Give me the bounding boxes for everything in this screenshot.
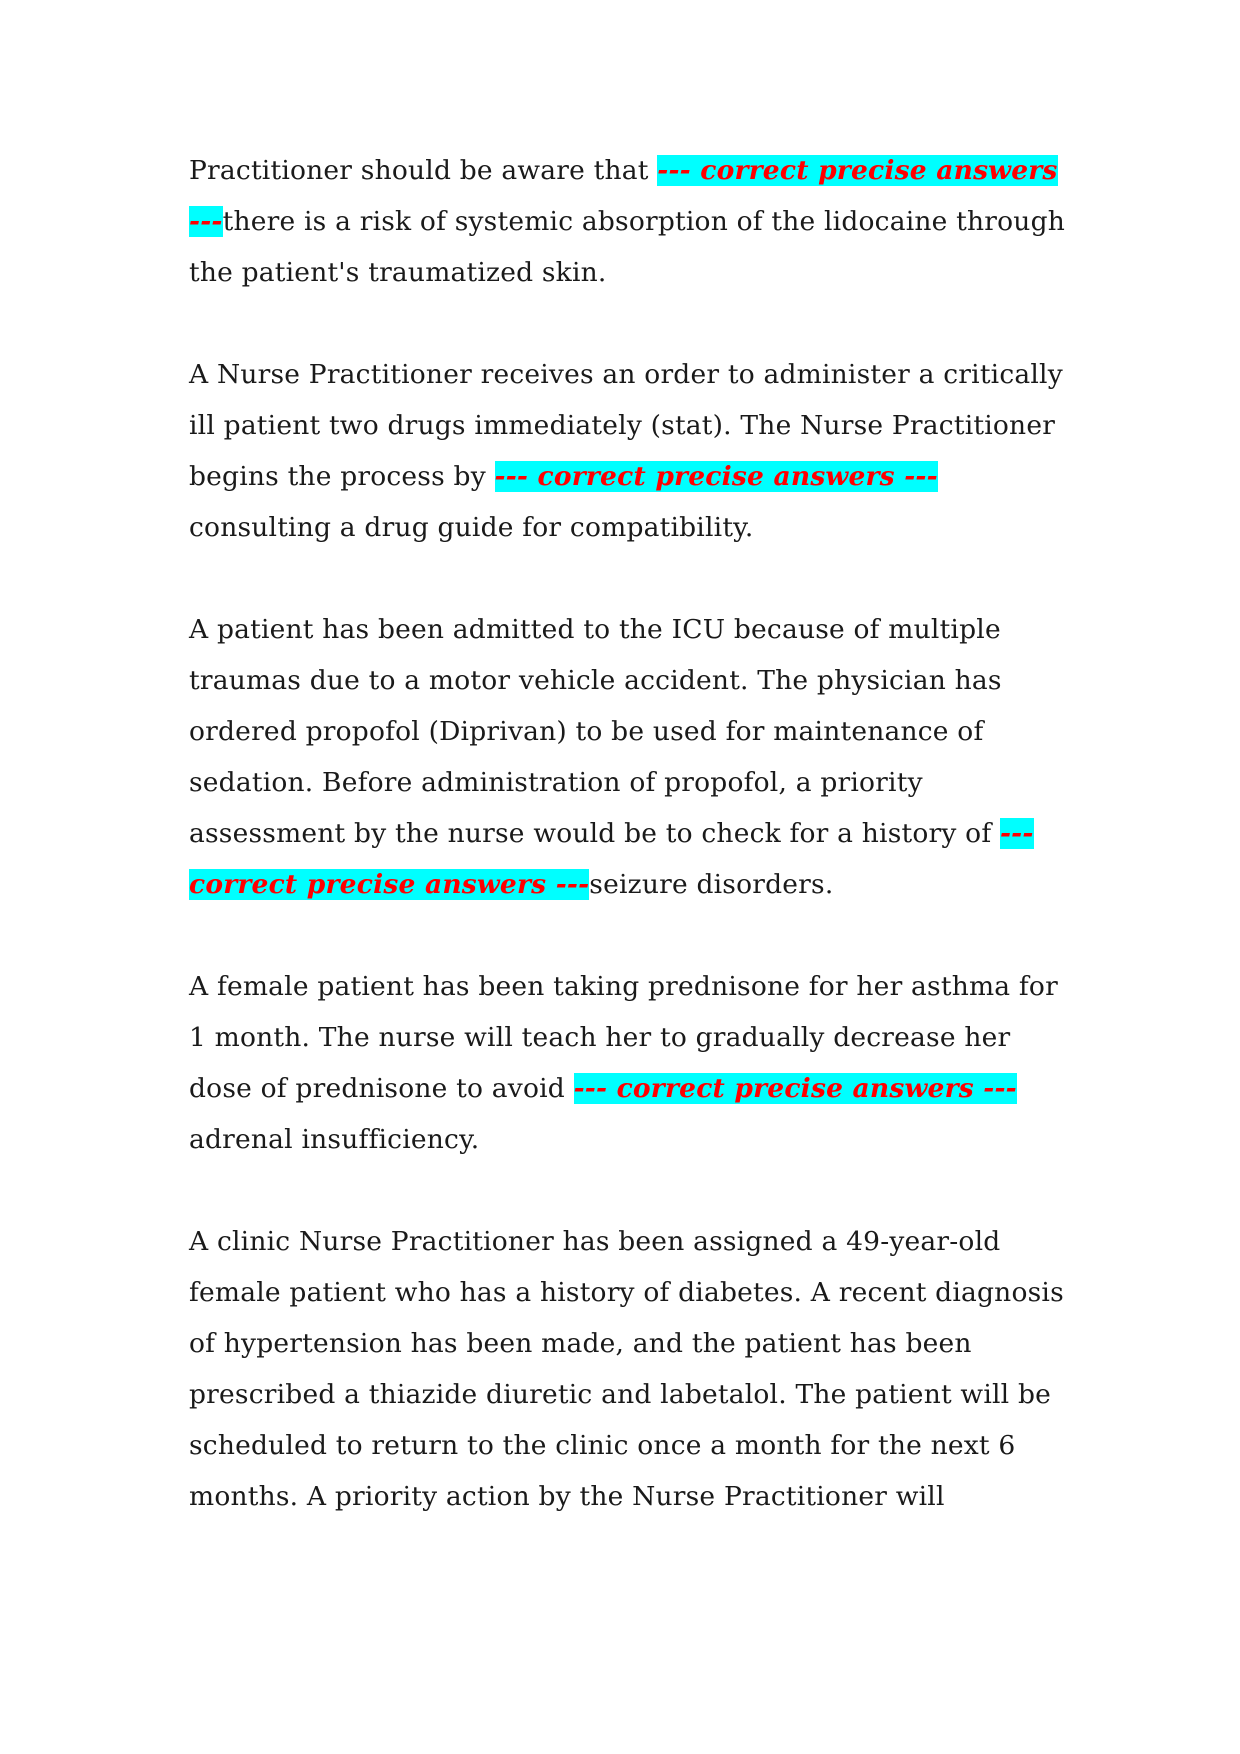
question-paragraph: [189, 604, 1069, 910]
question-paragraph: [189, 1216, 1069, 1522]
question-paragraph: [189, 145, 1069, 298]
question-text: A Nurse Practitioner receives an order to administer a critically ill patient two drugs immediately (stat). The Nurse Practitioner begins the process by: [189, 359, 1063, 492]
answer-text: consulting a drug guide for compatibility.: [189, 512, 754, 543]
question-text: A patient has been admitted to the ICU because of multiple traumas due to a motor vehicle accident. The physician has ordered propofol (Diprivan) to be used for maintenance of sedation. Before administration of propofol, a priority assessment by the nurse would be to check for a history of: [189, 614, 1002, 849]
question-paragraph: [189, 349, 1069, 553]
question-text: A female patient has been taking prednisone for her asthma for 1 month. The nurse will teach her to gradually decrease her dose of prednisone to avoid: [189, 971, 1058, 1104]
answer-text: adrenal insufficiency.: [189, 1124, 480, 1155]
answer-text: seizure disorders.: [589, 869, 834, 900]
answer-highlight: --- correct precise answers ---: [189, 818, 1034, 900]
answer-text: there is a risk of systemic absorption of the lidocaine through the patient's traumatized skin.: [189, 206, 1066, 288]
document-page: [189, 145, 1069, 1573]
answer-highlight: --- correct precise answers ---: [573, 1073, 1017, 1104]
question-paragraph: [189, 961, 1069, 1165]
answer-highlight: --- correct precise answers ---: [189, 155, 1058, 237]
answer-highlight: --- correct precise answers ---: [494, 461, 938, 492]
question-text: Practitioner should be aware that: [189, 155, 658, 186]
question-text: A clinic Nurse Practitioner has been assigned a 49-year-old female patient who has a history of diabetes. A recent diagnosis of hypertension has been made, and the patient has been prescribed a thiazide diuretic and labetalol. The patient will be scheduled to return to the clinic once a month for the next 6 months. A priority action by the Nurse Practitioner will: [189, 1226, 1064, 1512]
